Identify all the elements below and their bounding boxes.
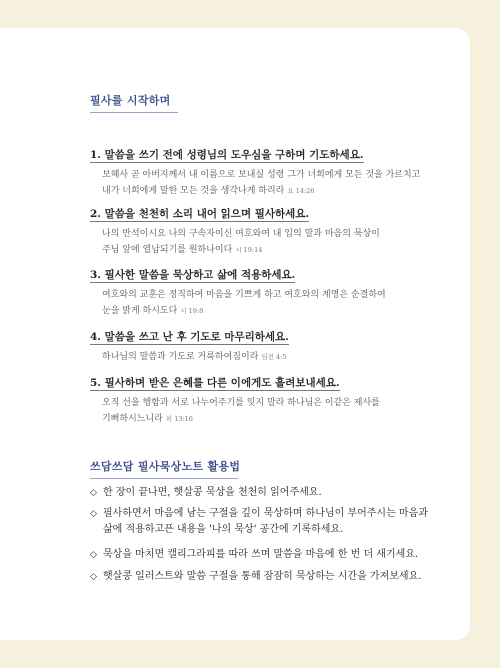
verse-ref: 히 13:16: [165, 415, 193, 423]
tip-item: [90, 569, 450, 585]
heading-underline: [90, 478, 238, 479]
step-item: [90, 376, 450, 427]
step-quote: [102, 167, 450, 199]
tip-line: 삶에 적용하고픈 내용을 '나의 묵상' 공간에 기록하세요.: [103, 524, 344, 535]
verse-ref: 딤전 4:5: [261, 353, 287, 361]
step-title: 3. 필사한 말씀을 묵상하고 삶에 적용하세요.: [90, 269, 296, 281]
step-title: 5. 필사하며 받은 은혜를 다른 이에게도 흘려보내세요.: [90, 377, 340, 389]
quote-line: 나의 반석이시요 나의 구속자이신 여호와여 내 입의 말과 마음의 묵상이: [102, 229, 380, 239]
quote-line: 내가 너희에게 말한 모든 것을 생각나게 하리라: [102, 186, 285, 196]
tip-item: [90, 485, 450, 501]
step-item: [90, 268, 450, 319]
quote-line: 주님 앞에 열납되기를 원하나이다: [102, 245, 233, 255]
step-item: [90, 207, 450, 258]
verse-ref: 시 19:8: [180, 307, 204, 315]
tip-line: 묵상을 마치면 캘리그라피를 따라 쓰며 말씀을 마음에 한 번 더 새기세요.: [103, 549, 419, 560]
quote-line: 눈을 밝게 하시도다: [102, 306, 178, 316]
tip-line: 햇살콩 일러스트와 말씀 구절을 통해 잠잠히 묵상하는 시간을 가져보세요.: [103, 571, 422, 582]
step-title: 2. 말씀을 천천히 소리 내어 읽으며 필사하세요.: [90, 208, 310, 220]
step-quote: [102, 226, 450, 258]
quote-line: 오직 선을 행함과 서로 나누어주기를 잊지 말라 하나님은 이같은 제사를: [102, 398, 380, 408]
section-heading-start: [90, 92, 178, 113]
diamond-bullet-icon: ◇: [90, 550, 97, 560]
section-heading-usage: [90, 458, 240, 479]
section-heading-start-text: 필사를 시작하며: [90, 94, 171, 107]
step-title: 4. 말씀을 쓰고 난 후 기도로 마무리하세요.: [90, 331, 289, 343]
quote-line: 여호와의 교훈은 정직하여 마음을 기쁘게 하고 여호와의 계명은 순결하여: [102, 290, 386, 300]
tip-item: [90, 506, 450, 538]
step-item: [90, 330, 450, 365]
verse-ref: 시 19:14: [235, 246, 263, 254]
step-item: [90, 148, 450, 199]
heading-underline: [90, 112, 178, 113]
section-heading-usage-text: 쓰담쓰담 필사묵상노트 활용법: [90, 460, 241, 473]
tip-line: 한 장이 끝나면, 햇살콩 묵상을 천천히 읽어주세요.: [103, 487, 322, 498]
diamond-bullet-icon: ◇: [90, 509, 97, 519]
diamond-bullet-icon: ◇: [90, 572, 97, 582]
step-quote: [102, 287, 450, 319]
tip-item: [90, 547, 450, 563]
verse-ref: 요 14:26: [287, 187, 315, 195]
step-quote: [102, 349, 450, 365]
quote-line: 보혜사 곧 아버지께서 내 이름으로 보내실 성령 그가 너희에게 모든 것을 가르치고: [102, 170, 421, 180]
quote-line: 기뻐하시느니라: [102, 414, 163, 424]
step-quote: [102, 395, 450, 427]
tip-line: 필사하면서 마음에 남는 구절을 깊이 묵상하며 하나님이 부어주시는 마음과: [103, 508, 428, 519]
step-title: 1. 말씀을 쓰기 전에 성령님의 도우심을 구하며 기도하세요.: [90, 149, 364, 161]
quote-line: 하나님의 말씀과 기도로 거룩하여짐이라: [102, 352, 259, 362]
diamond-bullet-icon: ◇: [90, 488, 97, 498]
